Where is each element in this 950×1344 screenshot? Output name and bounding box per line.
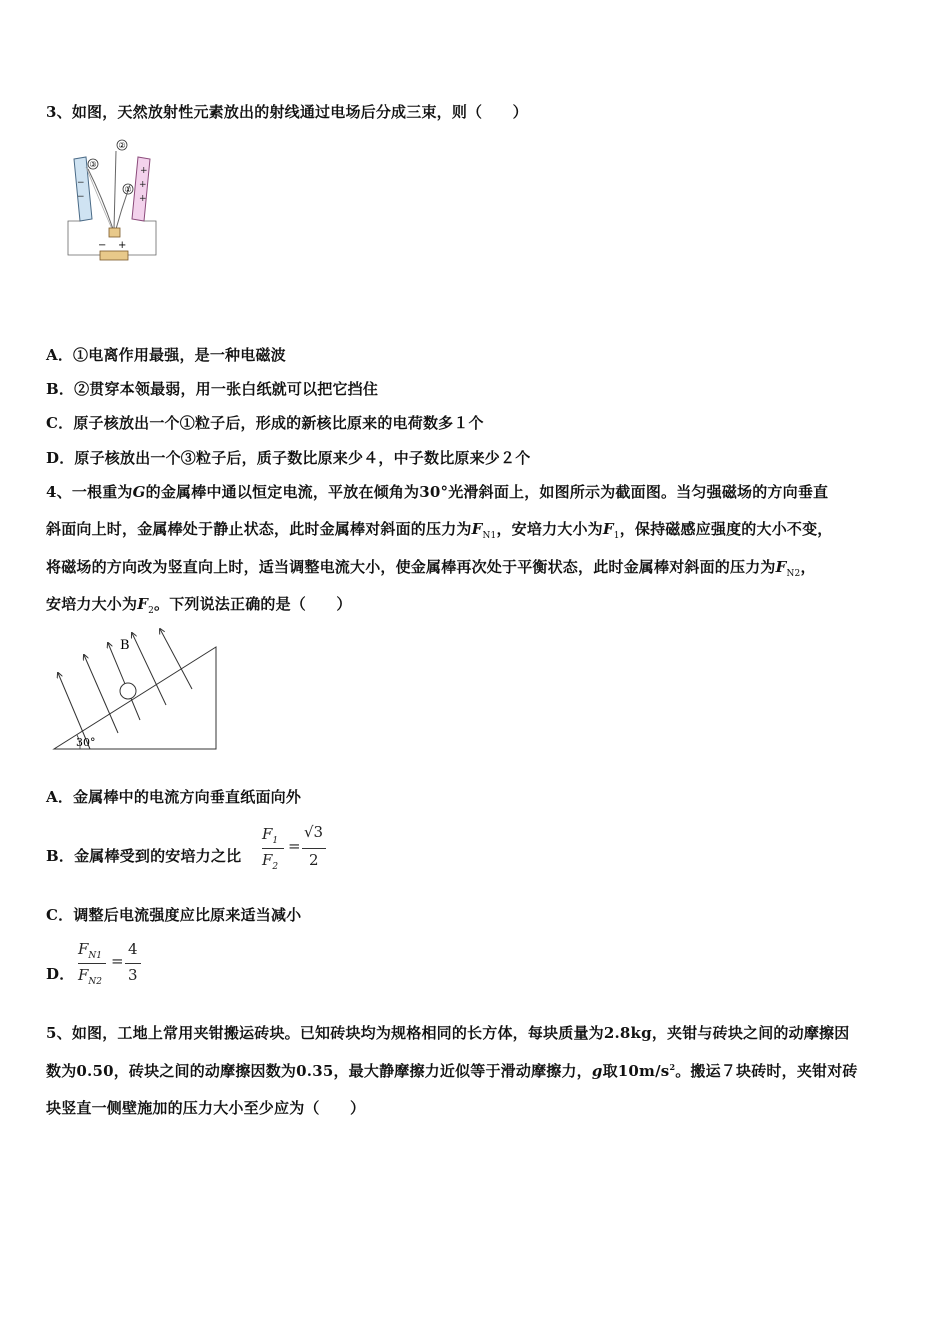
q5-stem-line-3: 块竖直一侧壁施加的压力大小至少应为（ ） — [46, 1099, 366, 1117]
q4-option-b[interactable]: B．金属棒受到的安培力之比 — [46, 847, 242, 865]
q3-option-c[interactable]: C．原子核放出一个①粒子后，形成的新核比原来的电荷数多１个 — [46, 414, 484, 432]
beam-2-path — [114, 151, 116, 229]
svg-text:+: + — [139, 180, 147, 190]
q3-figure-radiation-field — [62, 137, 172, 267]
q4-figure-incline — [50, 625, 230, 755]
battery-minus: − — [98, 240, 107, 251]
q5-stem-line-1: 5、如图，工地上常用夹钳搬运砖块。已知砖块均为规格相同的长方体，每块质量为2.8kg，夹钳与砖块之间的动摩擦因 — [46, 1024, 850, 1042]
svg-text:−: − — [77, 178, 85, 188]
svg-text:−: − — [77, 192, 85, 202]
battery — [100, 251, 128, 260]
q4-option-a[interactable]: A．金属棒中的电流方向垂直纸面向外 — [46, 788, 302, 806]
angle-label: 30° — [76, 736, 96, 749]
q3-stem: 3、如图，天然放射性元素放出的射线通过电场后分成三束，则（ ） — [46, 103, 528, 121]
q4-option-d-formula: $F_{N1}$ $F_{N2}$ = 4 3 — [78, 938, 148, 990]
q4-stem-line-2: 斜面向上时，金属棒处于静止状态，此时金属棒对斜面的压力为$F_{N1}$，安培力大小为$F_1$，保持磁感应强度的大小不变， — [46, 520, 833, 541]
q3-option-b[interactable]: B．②贯穿本领最弱，用一张白纸就可以把它挡住 — [46, 380, 379, 398]
field-b-label: B — [120, 638, 130, 653]
q4-stem-line-4: 安培力大小为$F_2$。下列说法正确的是（ ） — [46, 595, 352, 616]
beam-3-label: ③ — [89, 160, 97, 169]
radioactive-source — [109, 228, 120, 237]
beam-2-label: ② — [118, 141, 126, 150]
metal-rod — [120, 683, 136, 699]
battery-plus: + — [118, 240, 127, 251]
incline-triangle — [54, 647, 216, 749]
q4-option-d[interactable]: D． — [46, 965, 75, 983]
q4-option-b-formula: $F_1$ $F_2$ = √3 2 — [262, 823, 332, 875]
beam-3-path — [88, 169, 113, 229]
beam-1-label: ① — [124, 185, 132, 194]
svg-text:+: + — [139, 194, 147, 204]
q3-option-a[interactable]: A．①电离作用最强，是一种电磁波 — [46, 346, 286, 364]
q4-stem-line-3: 将磁场的方向改为竖直向上时，适当调整电流大小，使金属棒再次处于平衡状态，此时金属棒对斜面的压力为$F_{N2}$， — [46, 558, 816, 579]
q4-option-c[interactable]: C．调整后电流强度应比原来适当减小 — [46, 906, 302, 924]
q4-stem-line-1: 4、一根重为G的金属棒中通以恒定电流，平放在倾角为30°光滑斜面上，如图所示为截面图。当匀强磁场的方向垂直 — [46, 483, 829, 501]
q5-stem-line-2: 数为0.50，砖块之间的动摩擦因数为0.35，最大静摩擦力近似等于滑动摩擦力，g取$10m/s^2$。搬运７块砖时，夹钳对砖 — [46, 1062, 858, 1080]
q3-option-d[interactable]: D．原子核放出一个③粒子后，质子数比原来少４，中子数比原来少２个 — [46, 449, 531, 467]
svg-text:+: + — [140, 166, 148, 176]
